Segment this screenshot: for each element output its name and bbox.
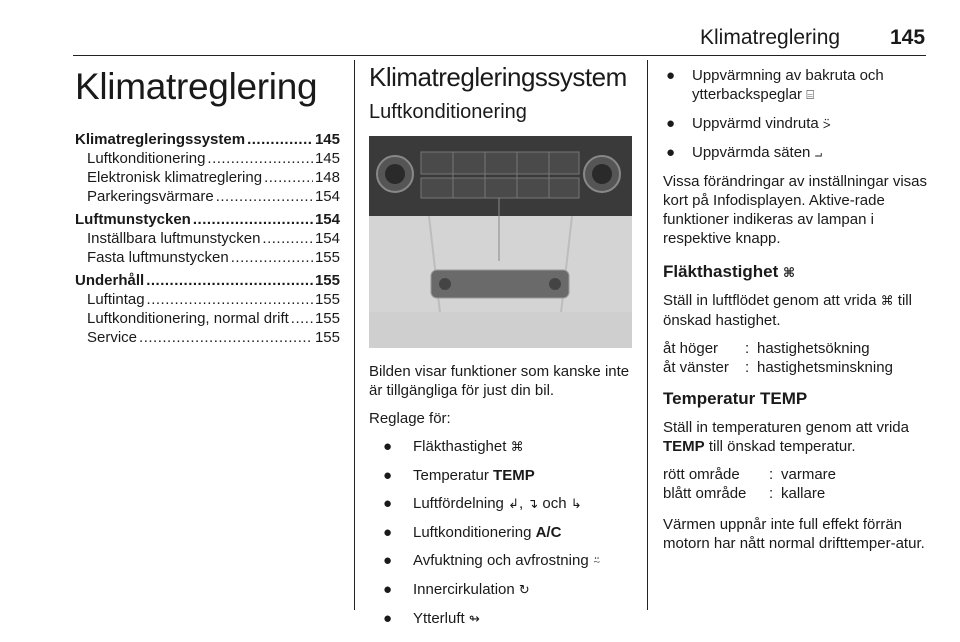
bullet-dot: ● [383, 467, 393, 484]
toc-entry-label: Luftkonditionering [87, 150, 206, 167]
bullet-dot: ● [666, 67, 676, 84]
air-to-face-icon: ↲ [508, 497, 519, 512]
table-row: rött område : varmare [663, 466, 837, 483]
toc-entry-label: Parkeringsvärmare [87, 188, 214, 205]
controls-list [369, 437, 632, 629]
column-divider-1 [354, 60, 355, 610]
toc-entry[interactable] [75, 149, 340, 168]
bullet-dot: ● [383, 524, 393, 541]
list-item: ● Temperatur TEMP [383, 467, 535, 484]
bullet-dot: ● [383, 495, 393, 512]
photo-caption: Bilden visar funktioner som kanske inte är tillgängliga för just din bil. [369, 363, 630, 399]
warmup-note: Värmen uppnår inte full effekt förrän motorn har nått normal drifttemper-atur. [663, 516, 925, 552]
toc-entry-page: 155 [314, 272, 340, 289]
fan-speed-heading: Fläkthastighet ⌘ [663, 262, 796, 281]
chapter-toc-column [75, 60, 340, 347]
toc-entry-label: Luftintag [87, 291, 145, 308]
toc-entry-label: Klimatregleringssystem [75, 131, 246, 148]
toc-leader-dots [216, 187, 313, 206]
bullet-dot: ● [666, 144, 676, 161]
toc-entry[interactable] [75, 290, 340, 309]
toc-entry-page: 155 [314, 329, 340, 346]
heated-windscreen-icon: ⍩ [822, 117, 831, 132]
content-column-2 [369, 60, 632, 638]
toc-entry-label: Inställbara luftmunstycken [87, 230, 261, 247]
fan-icon: ⌘ [782, 266, 796, 281]
list-item: ● Uppvärmning av bakruta och ytterbackspeglar ⌸ [666, 67, 884, 103]
list-item: ● Uppvärmda säten ⨼ [666, 144, 823, 161]
recirculation-icon: ↻ [518, 583, 530, 598]
toc-entry[interactable] [75, 130, 340, 149]
toc-entry-label: Luftmunstycken [75, 211, 191, 228]
toc-entry[interactable] [75, 168, 340, 187]
bullet-dot: ● [383, 438, 393, 455]
toc-leader-dots [231, 248, 313, 267]
chapter-title: Klimatreglering [75, 66, 318, 107]
toc-leader-dots [207, 149, 313, 168]
bullet-dot: ● [383, 552, 393, 569]
climate-control-panel-photo [369, 136, 632, 348]
air-to-feet-icon: ↳ [570, 497, 582, 512]
toc-entry-label: Luftkonditionering, normal drift [87, 310, 289, 327]
bullet-dot: ● [383, 610, 393, 627]
display-note: Vissa förändringar av inställningar visas kort på Infodisplayen. Aktive-rade funktioner indikeras av lampan i respektive knapp. [663, 173, 928, 247]
header-rule [73, 55, 926, 56]
toc-leader-dots [193, 210, 313, 229]
rear-defrost-icon: ⌸ [806, 88, 815, 103]
list-item: ● Uppvärmd vindruta ⍩ [666, 115, 831, 132]
fan-icon: ⌘ [880, 294, 894, 309]
defrost-front-icon: ⍨ [592, 554, 601, 569]
toc-entry-label: Service [87, 329, 138, 346]
toc-leader-dots [147, 290, 313, 309]
bullet-dot: ● [666, 115, 676, 132]
bullet-dot: ● [383, 581, 393, 598]
table-row: blått område : kallare [663, 485, 826, 502]
toc-entry-label: Elektronisk klimatreglering [87, 169, 263, 186]
toc-entry[interactable] [75, 229, 340, 248]
toc-entry[interactable] [75, 210, 340, 229]
toc-leader-dots [146, 271, 313, 290]
subsection-title: Luftkonditionering [369, 101, 527, 123]
list-item: ● Fläkthastighet ⌘ [383, 438, 524, 455]
toc-entry[interactable] [75, 271, 340, 290]
list-item: ● Luftfördelning ↲, ↴ och ↳ [383, 495, 582, 512]
toc-entry[interactable] [75, 248, 340, 267]
list-item: ● Ytterluft ↬ [383, 610, 480, 627]
fan-speed-text: Ställ in luftflödet genom att vrida ⌘ till önskad hastighet. [663, 292, 912, 329]
toc-leader-dots [264, 168, 313, 187]
toc-entry[interactable] [75, 187, 340, 206]
toc-entry-label: Fasta luftmunstycken [87, 249, 229, 266]
table-row: åt vänster : hastighetsminskning [663, 359, 893, 376]
toc-entry-page: 145 [314, 131, 340, 148]
controls-intro: Reglage för: [369, 410, 451, 427]
section-title: Klimatregleringssystem [369, 62, 627, 92]
fan-icon: ⌘ [510, 440, 524, 455]
content-column-3 [663, 60, 929, 562]
temperature-text: Ställ in temperaturen genom att vrida TEMP till önskad temperatur. [663, 419, 909, 455]
toc-entry-page: 154 [314, 211, 340, 228]
toc-list [75, 130, 340, 347]
toc-entry-page: 148 [314, 169, 340, 186]
toc-entry-page: 145 [314, 150, 340, 167]
list-item: ● Avfuktning och avfrostning ⍨ [383, 552, 601, 569]
table-row: åt höger : hastighetsökning [663, 340, 870, 357]
toc-entry-page: 155 [314, 249, 340, 266]
column-divider-2 [647, 60, 648, 610]
toc-entry-page: 155 [314, 291, 340, 308]
running-header-title: Klimatreglering [700, 26, 841, 49]
toc-leader-dots [291, 309, 313, 328]
toc-leader-dots [139, 328, 313, 347]
toc-entry[interactable] [75, 328, 340, 347]
air-to-face-feet-icon: ↴ [527, 497, 539, 512]
list-item: ● Innercirkulation ↻ [383, 581, 530, 598]
toc-entry-page: 154 [314, 188, 340, 205]
list-item: ● Luftkonditionering A/C [383, 524, 562, 541]
toc-entry-page: 154 [314, 230, 340, 247]
fan-speed-table [663, 339, 929, 377]
toc-leader-dots [247, 130, 313, 149]
toc-entry[interactable] [75, 309, 340, 328]
toc-entry-label: Underhåll [75, 272, 145, 289]
page-number: 145 [890, 26, 926, 49]
outside-air-icon: ↬ [468, 612, 480, 627]
toc-leader-dots [262, 229, 313, 248]
temperature-table [663, 465, 929, 503]
heating-list [663, 66, 929, 163]
heated-seat-icon: ⨼ [814, 146, 823, 161]
toc-entry-page: 155 [314, 310, 340, 327]
temperature-heading: Temperatur TEMP [663, 389, 808, 408]
